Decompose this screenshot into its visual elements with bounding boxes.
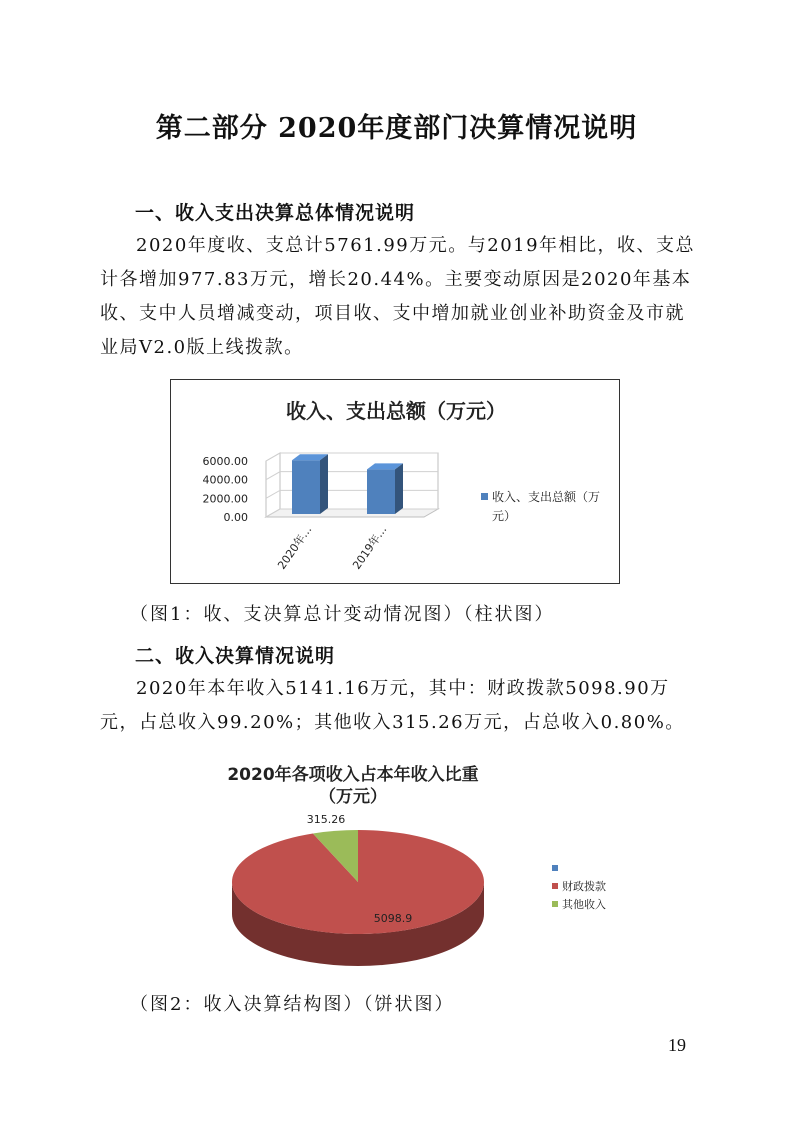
bar-chart-bar	[367, 469, 395, 514]
pie-chart-legend-swatch	[552, 883, 558, 889]
section-paragraph-income: 2020年本年收入5141.16万元，其中：财政拨款5098.90万元，占总收入99.20%；其他收入315.26万元，占总收入0.80%。	[100, 678, 685, 733]
pie-chart-title: 2020年各项收入占本年收入比重	[227, 765, 479, 785]
figure-caption-1: （图1：收、支决算总计变动情况图）（柱状图）	[130, 604, 555, 625]
bar-chart-legend-label-wrap: 元）	[492, 509, 517, 523]
bar-chart-tick-label: 2000.00	[202, 492, 248, 506]
page-title: 第二部分 2020年度部门决算情况说明	[155, 113, 638, 144]
bar-chart-floor	[266, 509, 438, 517]
bar-chart-bar	[292, 460, 320, 514]
pie-chart-slice	[232, 830, 484, 934]
bar-chart-category-label: 2019年…	[350, 523, 390, 572]
pie-chart-data-label: 5098.9	[373, 912, 413, 925]
pie-chart-svg	[158, 752, 628, 970]
section-heading-income: 二、收入决算情况说明	[135, 645, 336, 667]
pie-chart-title-line2: （万元）	[319, 787, 387, 807]
page-number: 19	[668, 1035, 686, 1055]
bar-chart-bar-side	[395, 463, 403, 514]
bar-chart-side-wall	[266, 453, 280, 517]
bar-chart-svg	[171, 380, 621, 585]
pie-chart-data-label: 315.26	[306, 813, 346, 826]
section-paragraph-income-expense: 2020年度收、支总计5761.99万元。与2019年相比，收、支总计各增加977.83万元，增长20.44%。主要变动原因是2020年基本收、支中人员增减变动，项目收、支中增加就业创业补助资金及市就业局V2.0版上线拨款。	[100, 235, 696, 358]
bar-chart-tick-label: 4000.00	[202, 473, 248, 487]
bar-chart-tick-label: 0.00	[223, 511, 248, 524]
bar-chart-legend-label: 收入、支出总额（万	[492, 490, 601, 504]
pie-chart	[158, 752, 628, 970]
figure-caption-2: （图2：收入决算结构图）（饼状图）	[130, 994, 455, 1015]
pie-chart-legend-label: 其他收入	[562, 898, 606, 911]
bar-chart-title: 收入、支出总额（万元）	[286, 399, 506, 423]
bar-chart-tick-label: 6000.00	[202, 455, 248, 468]
section-heading-income-expense: 一、收入支出决算总体情况说明	[135, 202, 416, 224]
pie-chart-legend-swatch	[552, 865, 558, 871]
bar-chart-legend-swatch	[481, 493, 488, 500]
bar-chart	[170, 379, 620, 584]
bar-chart-bar-side	[320, 454, 328, 514]
pie-chart-legend-swatch	[552, 901, 558, 907]
bar-chart-category-label: 2020年…	[275, 523, 315, 572]
pie-chart-legend-label: 财政拨款	[562, 880, 606, 893]
